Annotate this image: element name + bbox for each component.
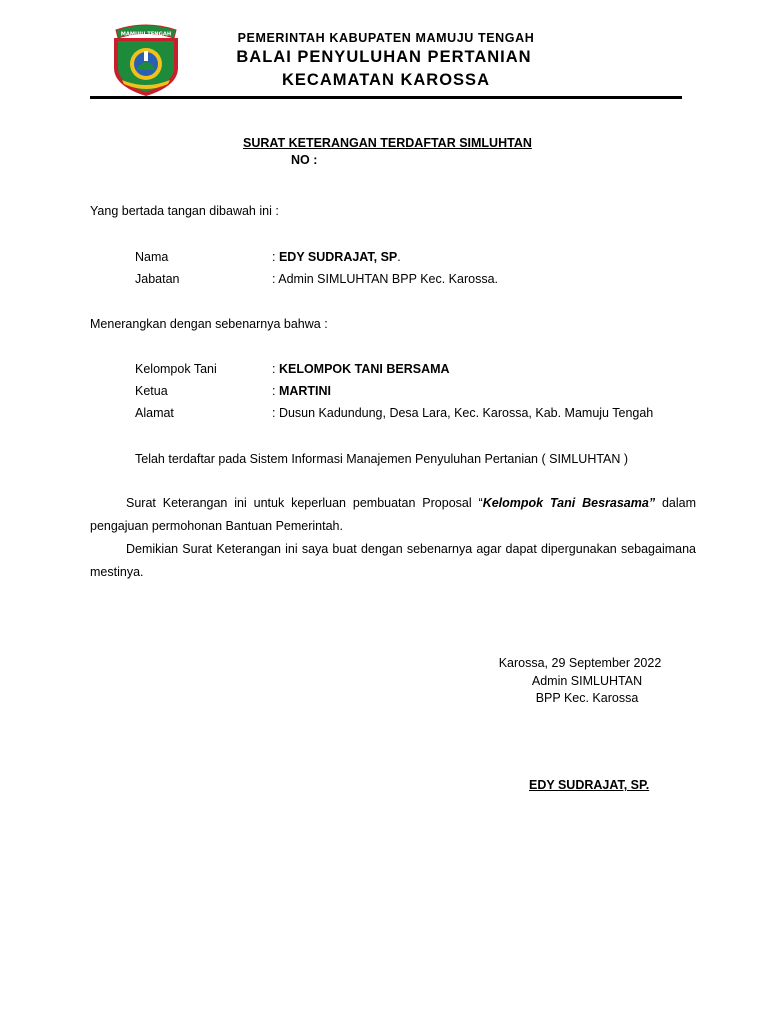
group-value: : KELOMPOK TANI BERSAMA <box>272 362 450 376</box>
purpose-paragraph <box>90 492 696 538</box>
states-text: Menerangkan dengan sebenarnya bahwa : <box>90 317 328 331</box>
place-date: Karossa, 29 September 2022 <box>498 656 662 670</box>
header-district: KECAMATAN KAROSSA <box>282 71 490 89</box>
group-label: Kelompok Tani <box>135 362 217 376</box>
leader-label: Ketua <box>135 384 168 398</box>
position-label: Jabatan <box>135 272 180 286</box>
group-name: KELOMPOK TANI BERSAMA <box>278 362 450 376</box>
proposal-name: Kelompok Tani Besrasama” <box>482 496 656 510</box>
purpose-text-start: Surat Keterangan ini untuk keperluan pembuatan Proposal “ <box>126 496 483 510</box>
signature-block <box>470 655 690 708</box>
position-value: : Admin SIMLUHTAN BPP Kec. Karossa. <box>272 272 499 286</box>
header-government: PEMERINTAH KABUPATEN MAMUJU TENGAH <box>237 31 535 45</box>
signer-name-suffix: . <box>397 250 401 264</box>
registered-text: Telah terdaftar pada Sistem Informasi Manajemen Penyuluhan Pertanian ( SIMLUHTAN ) <box>135 452 629 466</box>
leader-value: : MARTINI <box>272 384 332 398</box>
purpose-text-end: dalam pengajuan permohonan Bantuan Pemerintah. <box>90 496 696 533</box>
signer-name: EDY SUDRAJAT, SP <box>278 250 398 264</box>
logo-text: MAMUJU TENGAH <box>120 31 172 38</box>
header-agency: BALAI PENYULUHAN PERTANIAN <box>236 48 532 66</box>
name-label: Nama <box>135 250 169 264</box>
document-title: SURAT KETERANGAN TERDAFTAR SIMLUHTAN <box>243 136 532 150</box>
header-divider <box>90 96 682 99</box>
signature-name: EDY SUDRAJAT, SP. <box>529 778 650 792</box>
intro-text: Yang bertada tangan dibawah ini : <box>90 204 279 218</box>
document-number: NO : <box>291 153 318 167</box>
signer-role: Admin SIMLUHTAN <box>531 673 643 688</box>
leader-name: MARTINI <box>278 384 332 398</box>
address-label: Alamat <box>135 406 174 420</box>
closing-text: Demikian Surat Keterangan ini saya buat dengan sebenarnya agar dapat dipergunakan sebagaimana mestinya. <box>90 542 696 579</box>
address-value: : Dusun Kadundung, Desa Lara, Kec. Karossa, Kab. Mamuju Tengah <box>272 406 654 420</box>
signer-office: BPP Kec. Karossa <box>535 691 639 705</box>
closing-paragraph <box>90 538 696 584</box>
name-value: : EDY SUDRAJAT, SP. <box>272 250 401 264</box>
